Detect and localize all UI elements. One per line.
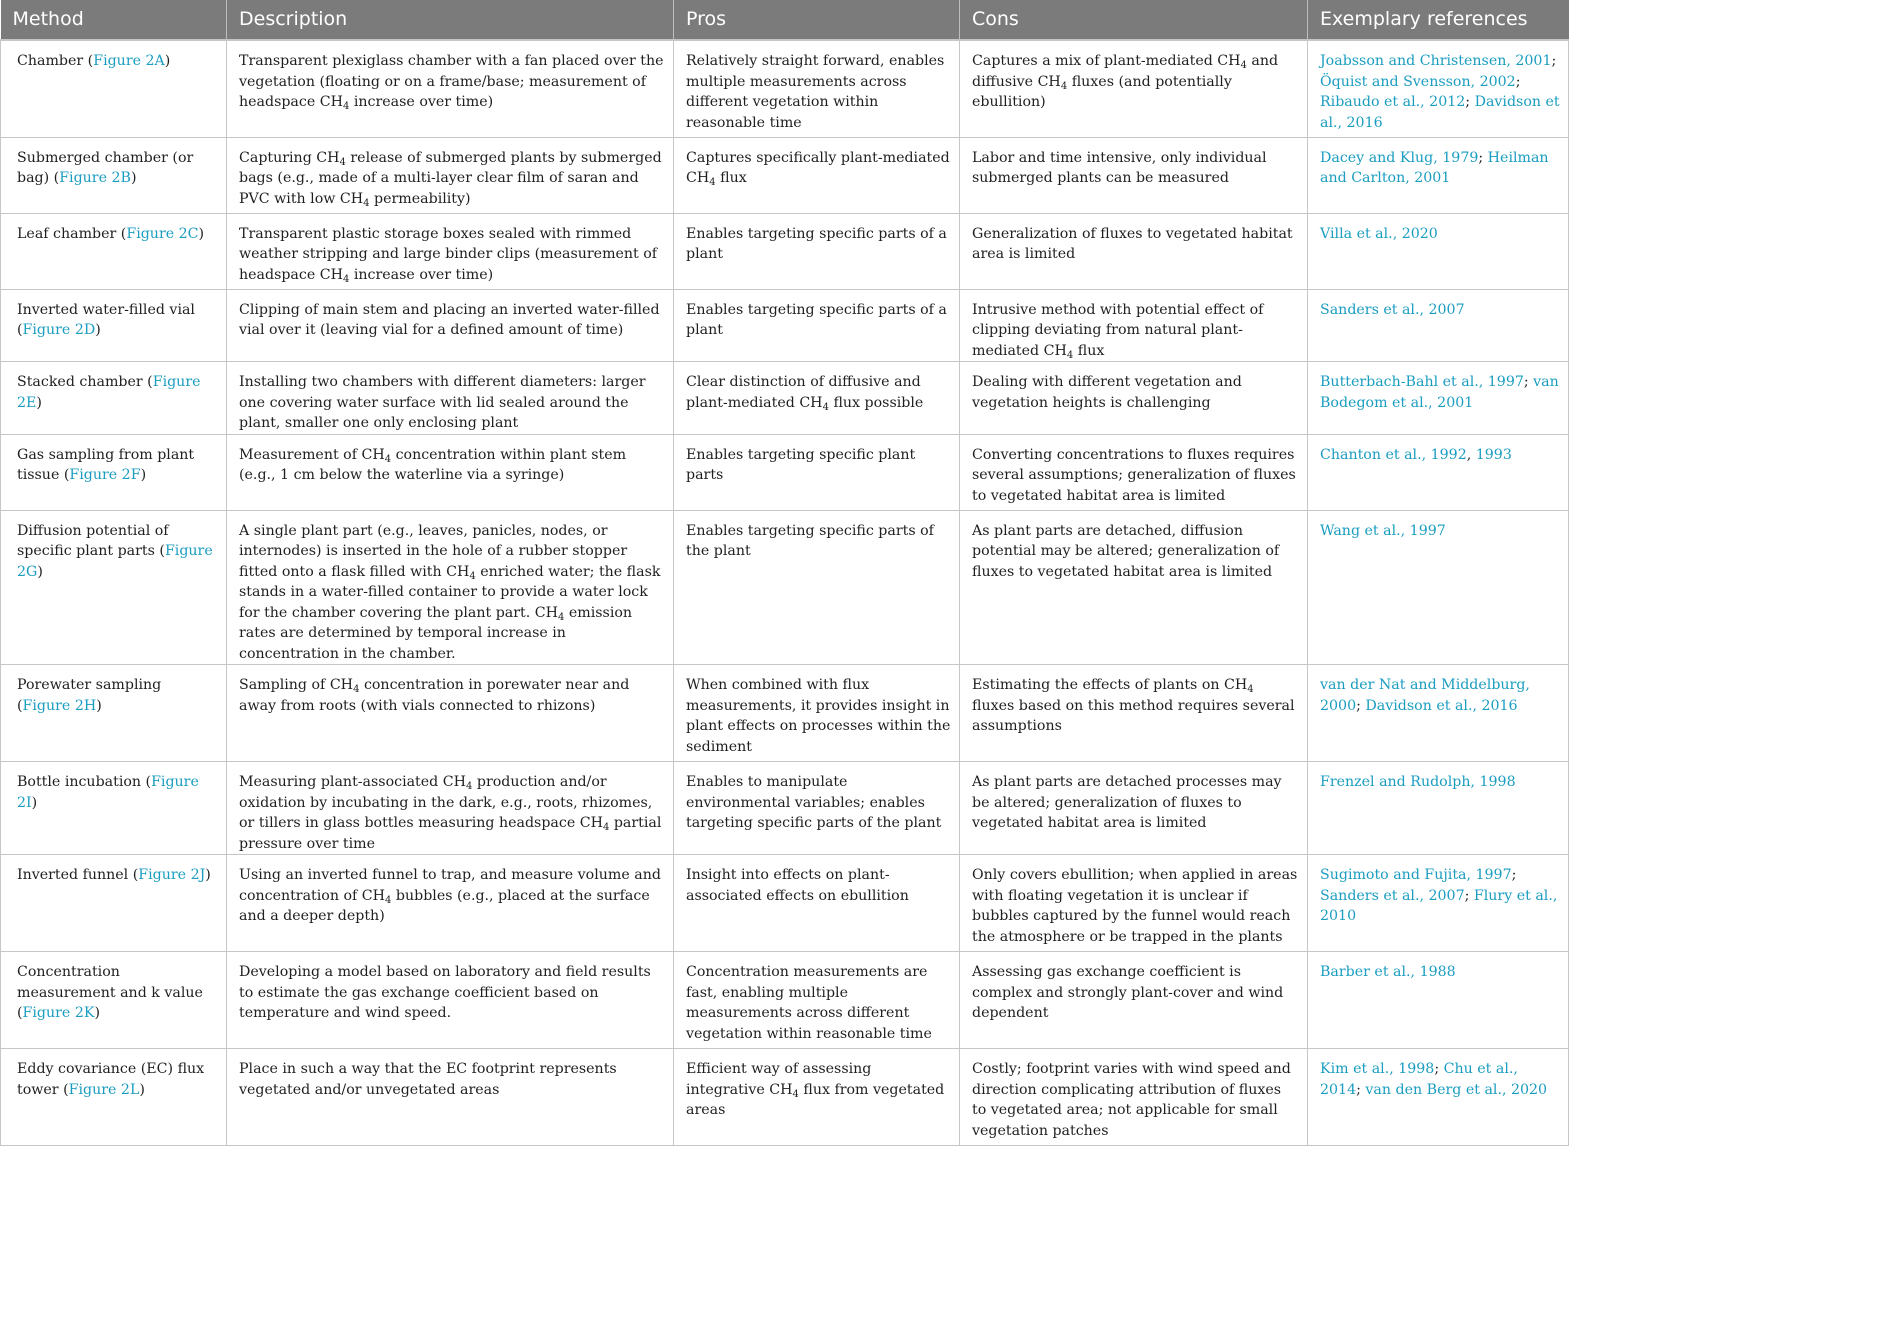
cell-text: Insight into effects on plant-associated effects on ebullition bbox=[686, 867, 909, 904]
subscript: 4 bbox=[602, 822, 610, 833]
cell-text: bubbles (e.g., placed at the surface and a deeper depth) bbox=[239, 887, 650, 924]
reference-link[interactable]: Frenzel and Rudolph, 1998 bbox=[1320, 774, 1516, 790]
cell-method bbox=[1, 362, 227, 435]
cell-text: production and/or oxidation by incubating in the dark, e.g., roots, rhizomes, or tillers in glass bottles measuring headspace CH bbox=[239, 774, 653, 831]
reference-link[interactable]: Flury et al., 2010 bbox=[1320, 887, 1558, 924]
cell-pros bbox=[674, 362, 960, 435]
cell-cons bbox=[960, 762, 1308, 855]
reference-link[interactable]: Öquist and Svensson, 2002 bbox=[1320, 73, 1516, 90]
header-description: Description bbox=[227, 0, 674, 40]
cell-text: ) bbox=[139, 1081, 145, 1098]
cell-text: ) bbox=[130, 170, 137, 186]
cell-cons bbox=[960, 289, 1308, 362]
cell-text: Concentration measurements are fast, enabling multiple measurements across different vegetation within reasonable time bbox=[686, 964, 932, 1042]
cell-text: Enables targeting specific plant parts bbox=[686, 446, 916, 483]
subscript: 4 bbox=[709, 177, 716, 188]
reference-link[interactable]: Wang et al., 1997 bbox=[1320, 522, 1446, 539]
cell-text: Enables targeting specific parts of a plant bbox=[686, 225, 947, 262]
header-pros: Pros bbox=[674, 0, 960, 40]
figure-link[interactable]: Figure 2E bbox=[17, 374, 201, 411]
figure-link[interactable]: Figure 2C bbox=[126, 225, 199, 242]
cell-text: ) bbox=[36, 394, 42, 411]
reference-link[interactable]: Joabsson and Christensen, 2001 bbox=[1320, 53, 1552, 69]
cell-text: fluxes (and potentially ebullition) bbox=[972, 73, 1232, 110]
cell-text: concentration in porewater near and away from roots (with vials connected to rhizons) bbox=[239, 677, 630, 714]
cell-pros bbox=[674, 434, 960, 510]
cell-text: Transparent plastic storage boxes sealed with rimmed weather stripping and large binder clips (measurement of headspace CH bbox=[239, 225, 658, 283]
cell-cons bbox=[960, 855, 1308, 952]
subscript: 4 bbox=[822, 401, 829, 413]
cell-refs bbox=[1308, 665, 1569, 762]
cell-text: partial pressure over time bbox=[239, 815, 662, 852]
cell-method bbox=[1, 510, 227, 665]
reference-link[interactable]: Dacey and Klug, 1979 bbox=[1320, 149, 1479, 166]
cell-text: Chamber ( bbox=[17, 53, 94, 69]
cell-text: ; bbox=[1464, 887, 1474, 904]
figure-link[interactable]: Figure 2H bbox=[22, 697, 97, 714]
cell-text: ; bbox=[1356, 697, 1366, 714]
cell-method bbox=[1, 1049, 227, 1146]
cell-text: ; bbox=[1551, 53, 1557, 69]
reference-link[interactable]: 1993 bbox=[1475, 446, 1512, 463]
cell-text: , bbox=[1466, 446, 1476, 463]
cell-text: flux from vegetated areas bbox=[686, 1081, 945, 1118]
subscript: 4 bbox=[1060, 80, 1068, 92]
cell-text: As plant parts are detached processes may be altered; generalization of fluxes to vegetated habitat area is limited bbox=[972, 774, 1282, 831]
cell-cons bbox=[960, 40, 1308, 137]
figure-link[interactable]: Figure 2J bbox=[138, 867, 206, 883]
cell-text: When combined with flux measurements, it provides insight in plant effects on processes within the sediment bbox=[686, 677, 951, 755]
cell-text: Diffusion potential of specific plant parts ( bbox=[17, 522, 169, 559]
cell-text: Sampling of CH bbox=[239, 677, 354, 693]
cell-refs bbox=[1308, 952, 1569, 1049]
cell-method bbox=[1, 952, 227, 1049]
cell-text: Estimating the effects of plants on CH bbox=[972, 677, 1248, 693]
cell-method bbox=[1, 289, 227, 362]
table-row bbox=[1, 434, 1569, 510]
table-row bbox=[1, 510, 1569, 665]
cell-text: Using an inverted funnel to trap, and measure volume and concentration of CH bbox=[239, 867, 661, 904]
cell-description bbox=[227, 362, 674, 435]
cell-cons bbox=[960, 1049, 1308, 1146]
table-row bbox=[1, 762, 1569, 855]
cell-text: Transparent plexiglass chamber with a fan placed over the vegetation (floating or on a frame/base; measurement of headspace CH bbox=[239, 53, 664, 110]
reference-link[interactable]: Villa et al., 2020 bbox=[1320, 225, 1438, 242]
cell-text: ) bbox=[164, 53, 171, 69]
reference-link[interactable]: van den Berg et al., 2020 bbox=[1365, 1081, 1548, 1098]
cell-text: concentration within plant stem (e.g., 1 cm below the waterline via a syringe) bbox=[239, 446, 627, 483]
cell-cons bbox=[960, 510, 1308, 665]
reference-link[interactable]: Davidson et al., 2016 bbox=[1320, 94, 1560, 131]
cell-text: Gas sampling from plant tissue ( bbox=[17, 446, 195, 483]
reference-link[interactable]: Chu et al., 2014 bbox=[1320, 1061, 1518, 1098]
figure-link[interactable]: Figure 2K bbox=[22, 1005, 95, 1021]
cell-description bbox=[227, 952, 674, 1049]
table-row bbox=[1, 1049, 1569, 1146]
cell-text: ; bbox=[1478, 149, 1488, 166]
cell-description bbox=[227, 289, 674, 362]
cell-text: ) bbox=[31, 794, 38, 811]
reference-link[interactable]: Davidson et al., 2016 bbox=[1365, 697, 1518, 714]
cell-text: Place in such a way that the EC footprint represents vegetated and/or unvegetated areas bbox=[239, 1061, 617, 1098]
cell-text: release of submerged plants by submerged bags (e.g., made of a multi-layer clear film of saran and PVC with low CH bbox=[239, 149, 662, 207]
cell-description bbox=[227, 40, 674, 137]
cell-text: Inverted funnel ( bbox=[17, 867, 139, 883]
figure-link[interactable]: Figure 2B bbox=[59, 170, 131, 186]
cell-text: Clear distinction of diffusive and plant-mediated CH bbox=[686, 374, 921, 411]
cell-text: increase over time) bbox=[349, 266, 494, 283]
cell-refs bbox=[1308, 40, 1569, 137]
cell-text: Efficient way of assessing integrative CH bbox=[686, 1061, 872, 1098]
figure-link[interactable]: Figure 2D bbox=[22, 322, 96, 338]
header-method: Method bbox=[1, 0, 227, 40]
cell-text: ; bbox=[1434, 1061, 1444, 1077]
subscript: 4 bbox=[792, 1088, 799, 1100]
cell-text: Generalization of fluxes to vegetated habitat area is limited bbox=[972, 225, 1293, 262]
reference-link[interactable]: Heilman and Carlton, 2001 bbox=[1320, 149, 1549, 186]
reference-link[interactable]: Sugimoto and Fujita, 1997 bbox=[1320, 867, 1512, 883]
cell-refs bbox=[1308, 213, 1569, 289]
header-cons: Cons bbox=[960, 0, 1308, 40]
cell-text: flux possible bbox=[828, 394, 924, 411]
cell-text: Eddy covariance (EC) flux tower ( bbox=[17, 1061, 205, 1098]
cell-text: Inverted water-filled vial ( bbox=[17, 301, 195, 338]
cell-text: Captures specifically plant-mediated CH bbox=[686, 149, 950, 186]
cell-pros bbox=[674, 762, 960, 855]
cell-refs bbox=[1308, 762, 1569, 855]
cell-refs bbox=[1308, 289, 1569, 362]
subscript: 4 bbox=[1066, 349, 1074, 361]
cell-text: Clipping of main stem and placing an inverted water-filled vial over it (leaving vial for a defined amount of time) bbox=[239, 301, 660, 338]
cell-pros bbox=[674, 137, 960, 213]
cell-text: Concentration measurement and k value ( bbox=[17, 964, 203, 1021]
cell-text: ) bbox=[205, 867, 211, 883]
cell-pros bbox=[674, 40, 960, 137]
figure-link[interactable]: Figure 2L bbox=[68, 1081, 140, 1098]
table-row bbox=[1, 665, 1569, 762]
subscript: 4 bbox=[342, 101, 350, 112]
cell-text: ) bbox=[37, 563, 43, 580]
figure-link[interactable]: Figure 2A bbox=[93, 53, 165, 69]
cell-refs bbox=[1308, 855, 1569, 952]
cell-pros bbox=[674, 1049, 960, 1146]
cell-text: Costly; footprint varies with wind speed and direction complicating attribution of fluxes to vegetated area; not applicable for small vegetation patches bbox=[972, 1061, 1291, 1139]
cell-text: Enables to manipulate environmental variables; enables targeting specific parts of the plant bbox=[686, 774, 942, 831]
header-references: Exemplary references bbox=[1308, 0, 1569, 40]
cell-text: Installing two chambers with different diameters: larger one covering water surface with lid sealed around the plant, smaller one only enclosing plant bbox=[239, 374, 646, 431]
cell-text: Porewater sampling ( bbox=[17, 677, 162, 714]
cell-refs bbox=[1308, 137, 1569, 213]
subscript: 4 bbox=[339, 156, 346, 168]
cell-method bbox=[1, 762, 227, 855]
cell-text: ) bbox=[94, 1005, 101, 1021]
reference-link[interactable]: Butterbach-Bahl et al., 1997 bbox=[1320, 374, 1524, 390]
cell-pros bbox=[674, 952, 960, 1049]
table-row bbox=[1, 952, 1569, 1049]
cell-text: Assessing gas exchange coefficient is complex and strongly plant-cover and wind dependent bbox=[972, 964, 1284, 1021]
cell-description bbox=[227, 510, 674, 665]
cell-pros bbox=[674, 510, 960, 665]
reference-link[interactable]: Barber et al., 1988 bbox=[1320, 964, 1456, 980]
cell-text: ; bbox=[1465, 94, 1475, 110]
subscript: 4 bbox=[1240, 60, 1247, 71]
cell-method bbox=[1, 137, 227, 213]
cell-description bbox=[227, 434, 674, 510]
subscript: 4 bbox=[557, 611, 565, 623]
cell-text: Enables targeting specific parts of the plant bbox=[686, 522, 934, 559]
reference-link[interactable]: Sanders et al., 2007 bbox=[1320, 887, 1465, 904]
cell-cons bbox=[960, 952, 1308, 1049]
cell-text: Measurement of CH bbox=[239, 446, 385, 463]
subscript: 4 bbox=[363, 197, 370, 209]
cell-method bbox=[1, 855, 227, 952]
reference-link[interactable]: Ribaudo et al., 2012 bbox=[1320, 94, 1466, 110]
cell-pros bbox=[674, 289, 960, 362]
cell-text: ) bbox=[96, 697, 102, 714]
cell-text: ) bbox=[95, 322, 101, 338]
subscript: 4 bbox=[1247, 684, 1254, 695]
cell-text: increase over time) bbox=[349, 94, 494, 110]
table-row bbox=[1, 40, 1569, 137]
cell-description bbox=[227, 213, 674, 289]
cell-refs bbox=[1308, 1049, 1569, 1146]
cell-description bbox=[227, 855, 674, 952]
figure-link[interactable]: Figure 2G bbox=[17, 543, 213, 580]
cell-cons bbox=[960, 213, 1308, 289]
cell-text: Labor and time intensive, only individual submerged plants can be measured bbox=[972, 149, 1267, 186]
cell-text: Measuring plant-associated CH bbox=[239, 774, 466, 790]
cell-text: flux bbox=[1073, 342, 1105, 359]
cell-text: emission rates are determined by temporal increase in concentration in the chamber. bbox=[239, 604, 633, 662]
cell-text: Leaf chamber ( bbox=[17, 225, 127, 242]
cell-text: As plant parts are detached, diffusion potential may be altered; generalization of fluxes to vegetated habitat area is limited bbox=[972, 522, 1280, 580]
cell-text: Developing a model based on laboratory and field results to estimate the gas exchange coefficient based on temperature and wind speed. bbox=[239, 964, 651, 1021]
figure-link[interactable]: Figure 2F bbox=[69, 467, 141, 483]
cell-text: ; bbox=[1511, 867, 1517, 883]
table-row bbox=[1, 855, 1569, 952]
cell-method bbox=[1, 434, 227, 510]
subscript: 4 bbox=[353, 684, 360, 695]
cell-text: ; bbox=[1523, 374, 1534, 390]
cell-cons bbox=[960, 434, 1308, 510]
cell-pros bbox=[674, 213, 960, 289]
table-row bbox=[1, 213, 1569, 289]
cell-text: and diffusive CH bbox=[972, 53, 1279, 90]
cell-text: Bottle incubation ( bbox=[17, 774, 152, 790]
cell-method bbox=[1, 213, 227, 289]
cell-description bbox=[227, 762, 674, 855]
subscript: 4 bbox=[342, 273, 350, 285]
reference-link[interactable]: van der Nat and Middelburg, 2000 bbox=[1320, 677, 1530, 714]
cell-pros bbox=[674, 855, 960, 952]
cell-text: Enables targeting specific parts of a plant bbox=[686, 301, 947, 338]
cell-refs bbox=[1308, 434, 1569, 510]
cell-text: Submerged chamber (or bag) ( bbox=[17, 149, 194, 186]
subscript: 4 bbox=[465, 781, 473, 792]
cell-cons bbox=[960, 362, 1308, 435]
cell-text: Intrusive method with potential effect of clipping deviating from natural plant-mediated CH bbox=[972, 301, 1264, 359]
cell-text: Dealing with different vegetation and vegetation heights is challenging bbox=[972, 374, 1242, 411]
cell-cons bbox=[960, 137, 1308, 213]
table-row bbox=[1, 289, 1569, 362]
cell-cons bbox=[960, 665, 1308, 762]
subscript: 4 bbox=[469, 570, 476, 582]
table-row bbox=[1, 362, 1569, 435]
subscript: 4 bbox=[385, 894, 392, 906]
reference-link[interactable]: Kim et al., 1998 bbox=[1320, 1061, 1435, 1077]
cell-text: enriched water; the flask stands in a water-filled container to provide a water lock for the chamber covering the plant part. CH bbox=[239, 563, 661, 621]
reference-link[interactable]: Chanton et al., 1992 bbox=[1320, 446, 1467, 463]
cell-text: ; bbox=[1515, 73, 1521, 90]
cell-pros bbox=[674, 665, 960, 762]
cell-description bbox=[227, 137, 674, 213]
table-row bbox=[1, 137, 1569, 213]
cell-text: Converting concentrations to fluxes requires several assumptions; generalization of fluxes to vegetated habitat area is limited bbox=[972, 446, 1296, 504]
header-row bbox=[1, 0, 1569, 40]
cell-text: Captures a mix of plant-mediated CH bbox=[972, 53, 1241, 69]
cell-refs bbox=[1308, 362, 1569, 435]
cell-description bbox=[227, 665, 674, 762]
cell-text: Capturing CH bbox=[239, 149, 340, 166]
cell-text: fluxes based on this method requires several assumptions bbox=[972, 697, 1295, 734]
reference-link[interactable]: van Bodegom et al., 2001 bbox=[1320, 374, 1559, 411]
cell-method bbox=[1, 40, 227, 137]
cell-text: Only covers ebullition; when applied in areas with floating vegetation it is unclear if bubbles captured by the funnel would reach the atmosphere or be trapped in the plants bbox=[972, 867, 1298, 945]
cell-text: Relatively straight forward, enables multiple measurements across different vegetation within reasonable time bbox=[686, 53, 945, 131]
reference-link[interactable]: Sanders et al., 2007 bbox=[1320, 301, 1465, 318]
cell-description bbox=[227, 1049, 674, 1146]
subscript: 4 bbox=[384, 453, 392, 465]
cell-method bbox=[1, 665, 227, 762]
cell-text: Stacked chamber ( bbox=[17, 374, 153, 390]
cell-refs bbox=[1308, 510, 1569, 665]
cell-text: ) bbox=[140, 467, 147, 483]
cell-text: flux bbox=[715, 170, 747, 186]
cell-text: permeability) bbox=[369, 190, 471, 207]
cell-text: ) bbox=[198, 225, 205, 242]
table-body bbox=[1, 40, 1569, 1146]
cell-text: ; bbox=[1356, 1081, 1366, 1098]
figure-link[interactable]: Figure 2I bbox=[17, 774, 199, 811]
cell-text: A single plant part (e.g., leaves, panicles, nodes, or internodes) is inserted in the hole of a rubber stopper fitted onto a flask filled with CH bbox=[239, 522, 628, 580]
